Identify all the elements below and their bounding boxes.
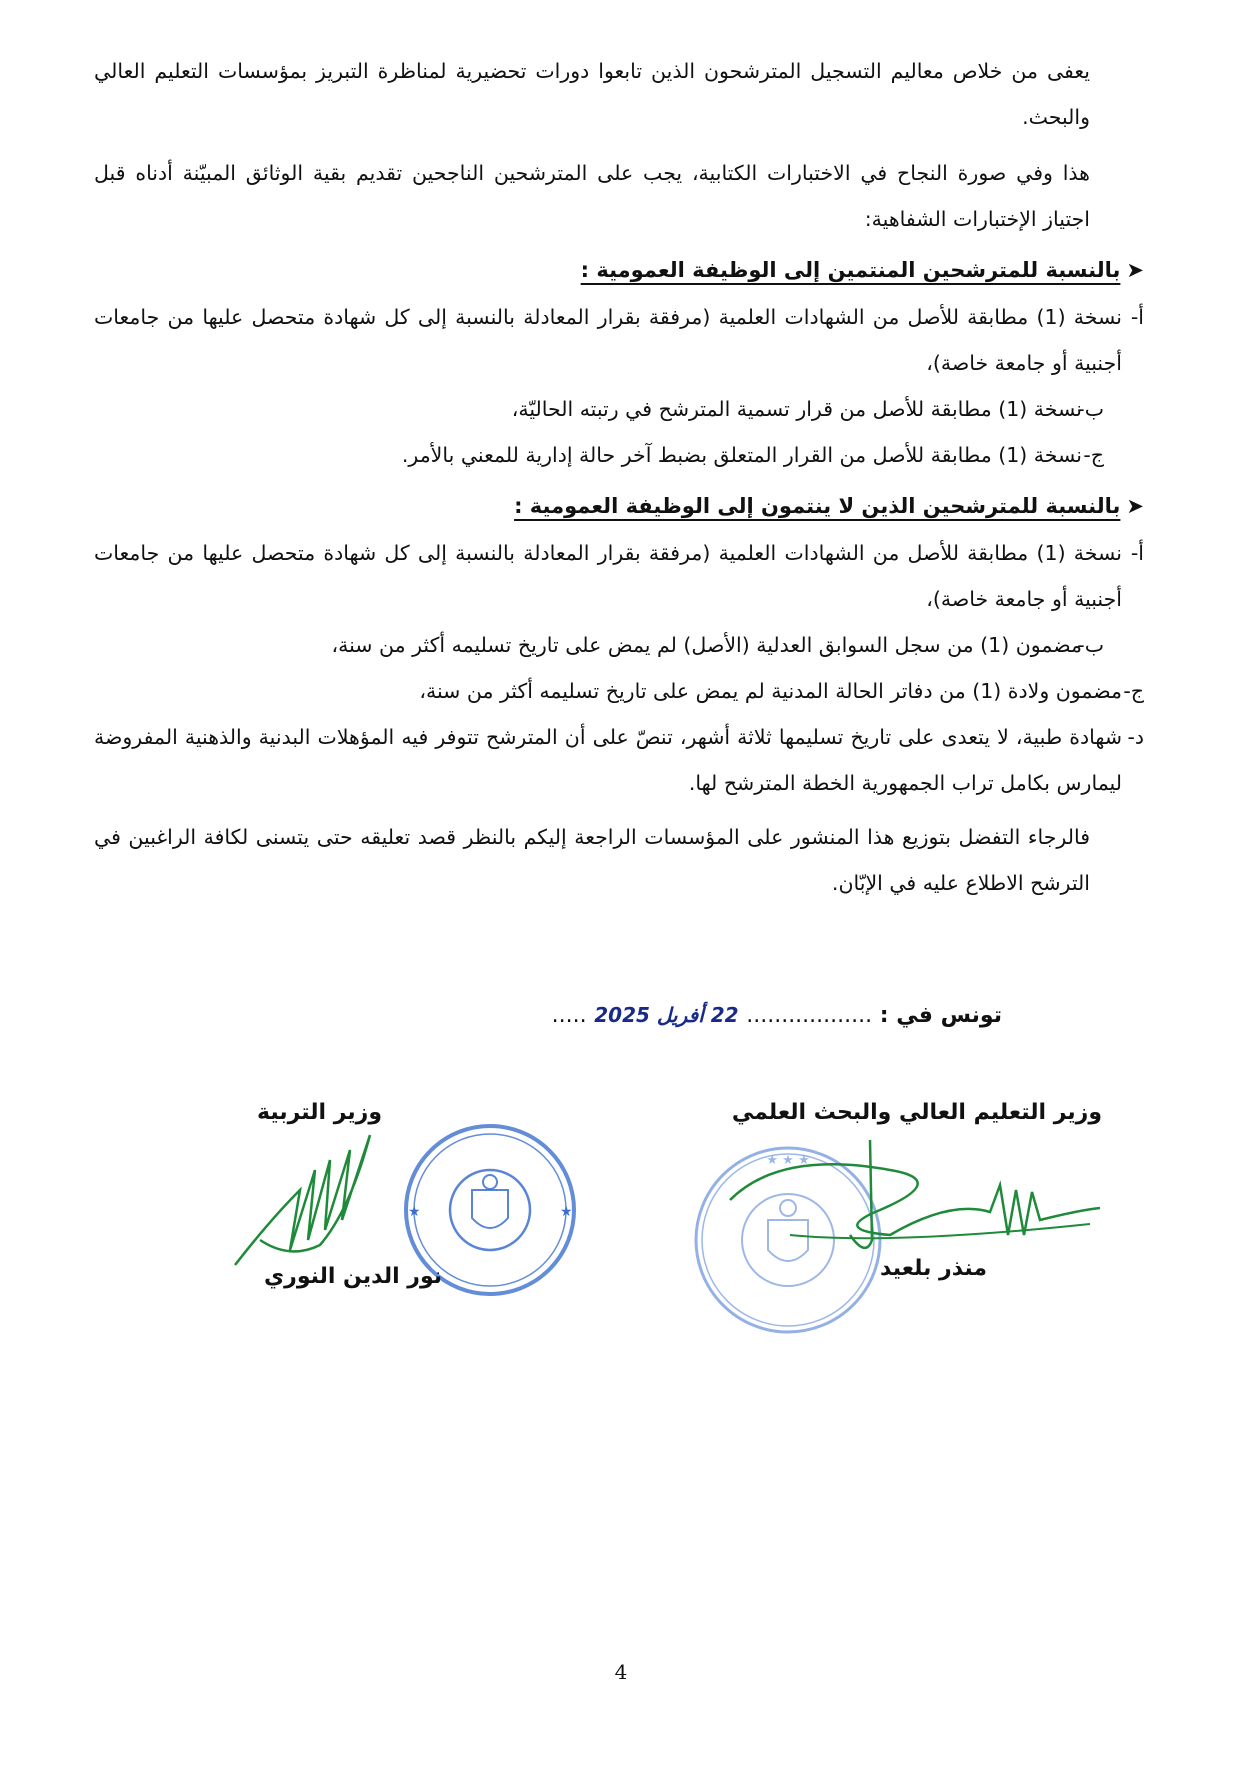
page-number: 4 [614, 1660, 628, 1684]
arrow-icon: ➤ [1126, 494, 1144, 518]
closing-paragraph: فالرجاء التفضل بتوزيع هذا المنشور على المؤسسات الراجعة إليكم بالنظر قصد تعليقه حتى يتسنى لكافة الراغبين في الترشح الاطلاع عليه في الإبّان. [94, 825, 1090, 895]
arrow-icon: ➤ [1126, 258, 1144, 282]
list-item: أ- نسخة (1) مطابقة للأصل من الشهادات العلمية (مرفقة بقرار المعادلة بالنسبة إلى كل شهادة متحصل عليها من جامعات أجنبية أو جامعة خاصة)، [94, 541, 1144, 611]
date-label: تونس في : [879, 1003, 1002, 1028]
list-item: ب- نسخة (1) مطابقة للأصل من قرار تسمية المترشح في رتبته الحاليّة، [511, 397, 1104, 421]
section-heading-public: ➤بالنسبة للمترشحين المنتمين إلى الوظيفة العمومية : [94, 246, 1144, 294]
list-item: د- شهادة طبية، لا يتعدى على تاريخ تسليمها ثلاثة أشهر، تنصّ على أن المترشح تتوفر فيه المؤهلات البدنية والذهنية المفروضة ليمارس بكامل تراب الجمهورية الخطة المترشح لها. [94, 725, 1144, 795]
signatory-name-education: نور الدين النوري [263, 1264, 442, 1289]
list-item: أ- نسخة (1) مطابقة للأصل من الشهادات العلمية (مرفقة بقرار المعادلة بالنسبة إلى كل شهادة متحصل عليها من جامعات أجنبية أو جامعة خاصة)، [94, 305, 1144, 375]
body-text [94, 48, 1144, 906]
list-item: ج- مضمون ولادة (1) من دفاتر الحالة المدنية لم يمض على تاريخ تسليمه أكثر من سنة، [419, 679, 1144, 703]
signatory-title-education: وزير التربية [257, 1100, 382, 1125]
handwritten-date: 22 أفريل 2025 [594, 1003, 739, 1027]
list-item: ج- نسخة (1) مطابقة للأصل من القرار المتعلق بضبط آخر حالة إدارية للمعني بالأمر. [401, 443, 1104, 467]
signature-education [230, 1130, 390, 1270]
svg-text:★: ★ [560, 1204, 573, 1220]
signatory-name-higher-ed: منذر بلعيد [880, 1256, 987, 1281]
signatory-title-higher-ed: وزير التعليم العالي والبحث العلمي [731, 1100, 1102, 1125]
success-note-paragraph: هذا وفي صورة النجاح في الاختبارات الكتابية، يجب على المترشحين الناجحين تقديم بقية الوثائق المبيّنة أدناه قبل اجتياز الإختبارات الشفاهية: [94, 161, 1090, 231]
signature-higher-ed [690, 1140, 1110, 1260]
list-item: ب- مضمون (1) من سجل السوابق العدلية (الأصل) لم يمض على تاريخ تسليمه أكثر من سنة، [331, 633, 1104, 657]
svg-text:★ ★ ★: ★ ★ ★ [766, 1153, 810, 1168]
date-line: تونس في : .................. 22 أفريل 2025 ..... [551, 1003, 1002, 1028]
section-heading-non-public: ➤بالنسبة للمترشحين الذين لا ينتمون إلى الوظيفة العمومية : [94, 482, 1144, 530]
exemption-paragraph: يعفى من خلاص معاليم التسجيل المترشحون الذين تابعوا دورات تحضيرية لمناظرة التبريز بمؤسسات التعليم العالي والبحث. [94, 59, 1090, 129]
svg-text:★: ★ [408, 1204, 421, 1220]
